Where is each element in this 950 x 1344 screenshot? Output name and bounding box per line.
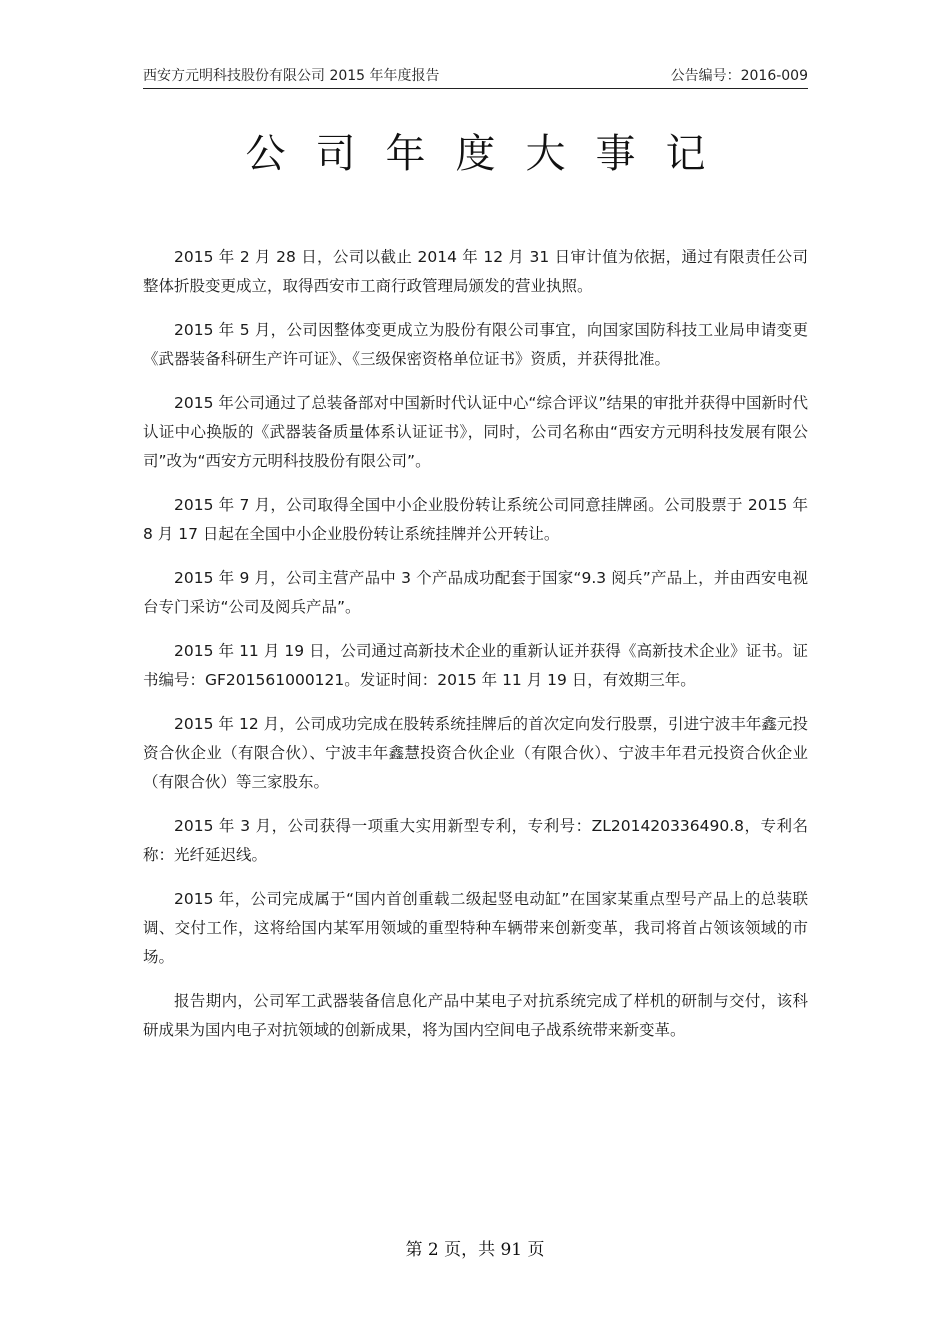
paragraph: 2015 年 11 月 19 日，公司通过高新技术企业的重新认证并获得《高新技术企业》证书。证书编号：GF201561000121。发证时间：2015 年 11 月 19 日，有效期三年。 (143, 642, 808, 689)
paragraph: 报告期内，公司军工武器装备信息化产品中某电子对抗系统完成了样机的研制与交付，该科研成果为国内电子对抗领域的创新成果，将为国内空间电子战系统带来新变革。 (143, 992, 808, 1039)
header-report-title: 西安方元明科技股份有限公司 2015 年年度报告 (143, 68, 440, 84)
paragraph: 2015 年 9 月，公司主营产品中 3 个产品成功配套于国家“9.3 阅兵”产品上，并由西安电视台专门采访“公司及阅兵产品”。 (143, 569, 808, 616)
document-body (143, 243, 808, 1060)
paragraph: 2015 年公司通过了总装备部对中国新时代认证中心“综合评议”结果的审批并获得中国新时代认证中心换版的《武器装备质量体系认证证书》，同时，公司名称由“西安方元明科技发展有限公司”改为“西安方元明科技股份有限公司”。 (143, 394, 808, 470)
page-title: 公司年度大事记 (245, 131, 736, 177)
paragraph: 2015 年 2 月 28 日，公司以截止 2014 年 12 月 31 日审计值为依据，通过有限责任公司整体折股变更成立，取得西安市工商行政管理局颁发的营业执照。 (143, 248, 808, 295)
paragraph: 2015 年 12 月，公司成功完成在股转系统挂牌后的首次定向发行股票，引进宁波丰年鑫元投资合伙企业（有限合伙）、宁波丰年鑫慧投资合伙企业（有限合伙）、宁波丰年君元投资合伙企业（有限合伙）等三家股东。 (143, 715, 808, 791)
paragraph: 2015 年 7 月，公司取得全国中小企业股份转让系统公司同意挂牌函。公司股票于 2015 年 8 月 17 日起在全国中小企业股份转让系统挂牌并公开转让。 (143, 496, 808, 543)
paragraph: 2015 年 3 月，公司获得一项重大实用新型专利，专利号：ZL201420336490.8，专利名称：光纤延迟线。 (143, 817, 808, 864)
page-number-footer: 第 2 页，共 91 页 (405, 1240, 545, 1260)
header-announcement-number: 公告编号：2016-009 (670, 68, 808, 84)
paragraph: 2015 年，公司完成属于“国内首创重载二级起竖电动缸”在国家某重点型号产品上的总装联调、交付工作，这将给国内某军用领域的重型特种车辆带来创新变革，我司将首占领该领域的市场。 (143, 890, 808, 966)
paragraph: 2015 年 5 月，公司因整体变更成立为股份有限公司事宜，向国家国防科技工业局申请变更《武器装备科研生产许可证》、《三级保密资格单位证书》资质，并获得批准。 (143, 321, 808, 368)
page-header (143, 66, 808, 89)
